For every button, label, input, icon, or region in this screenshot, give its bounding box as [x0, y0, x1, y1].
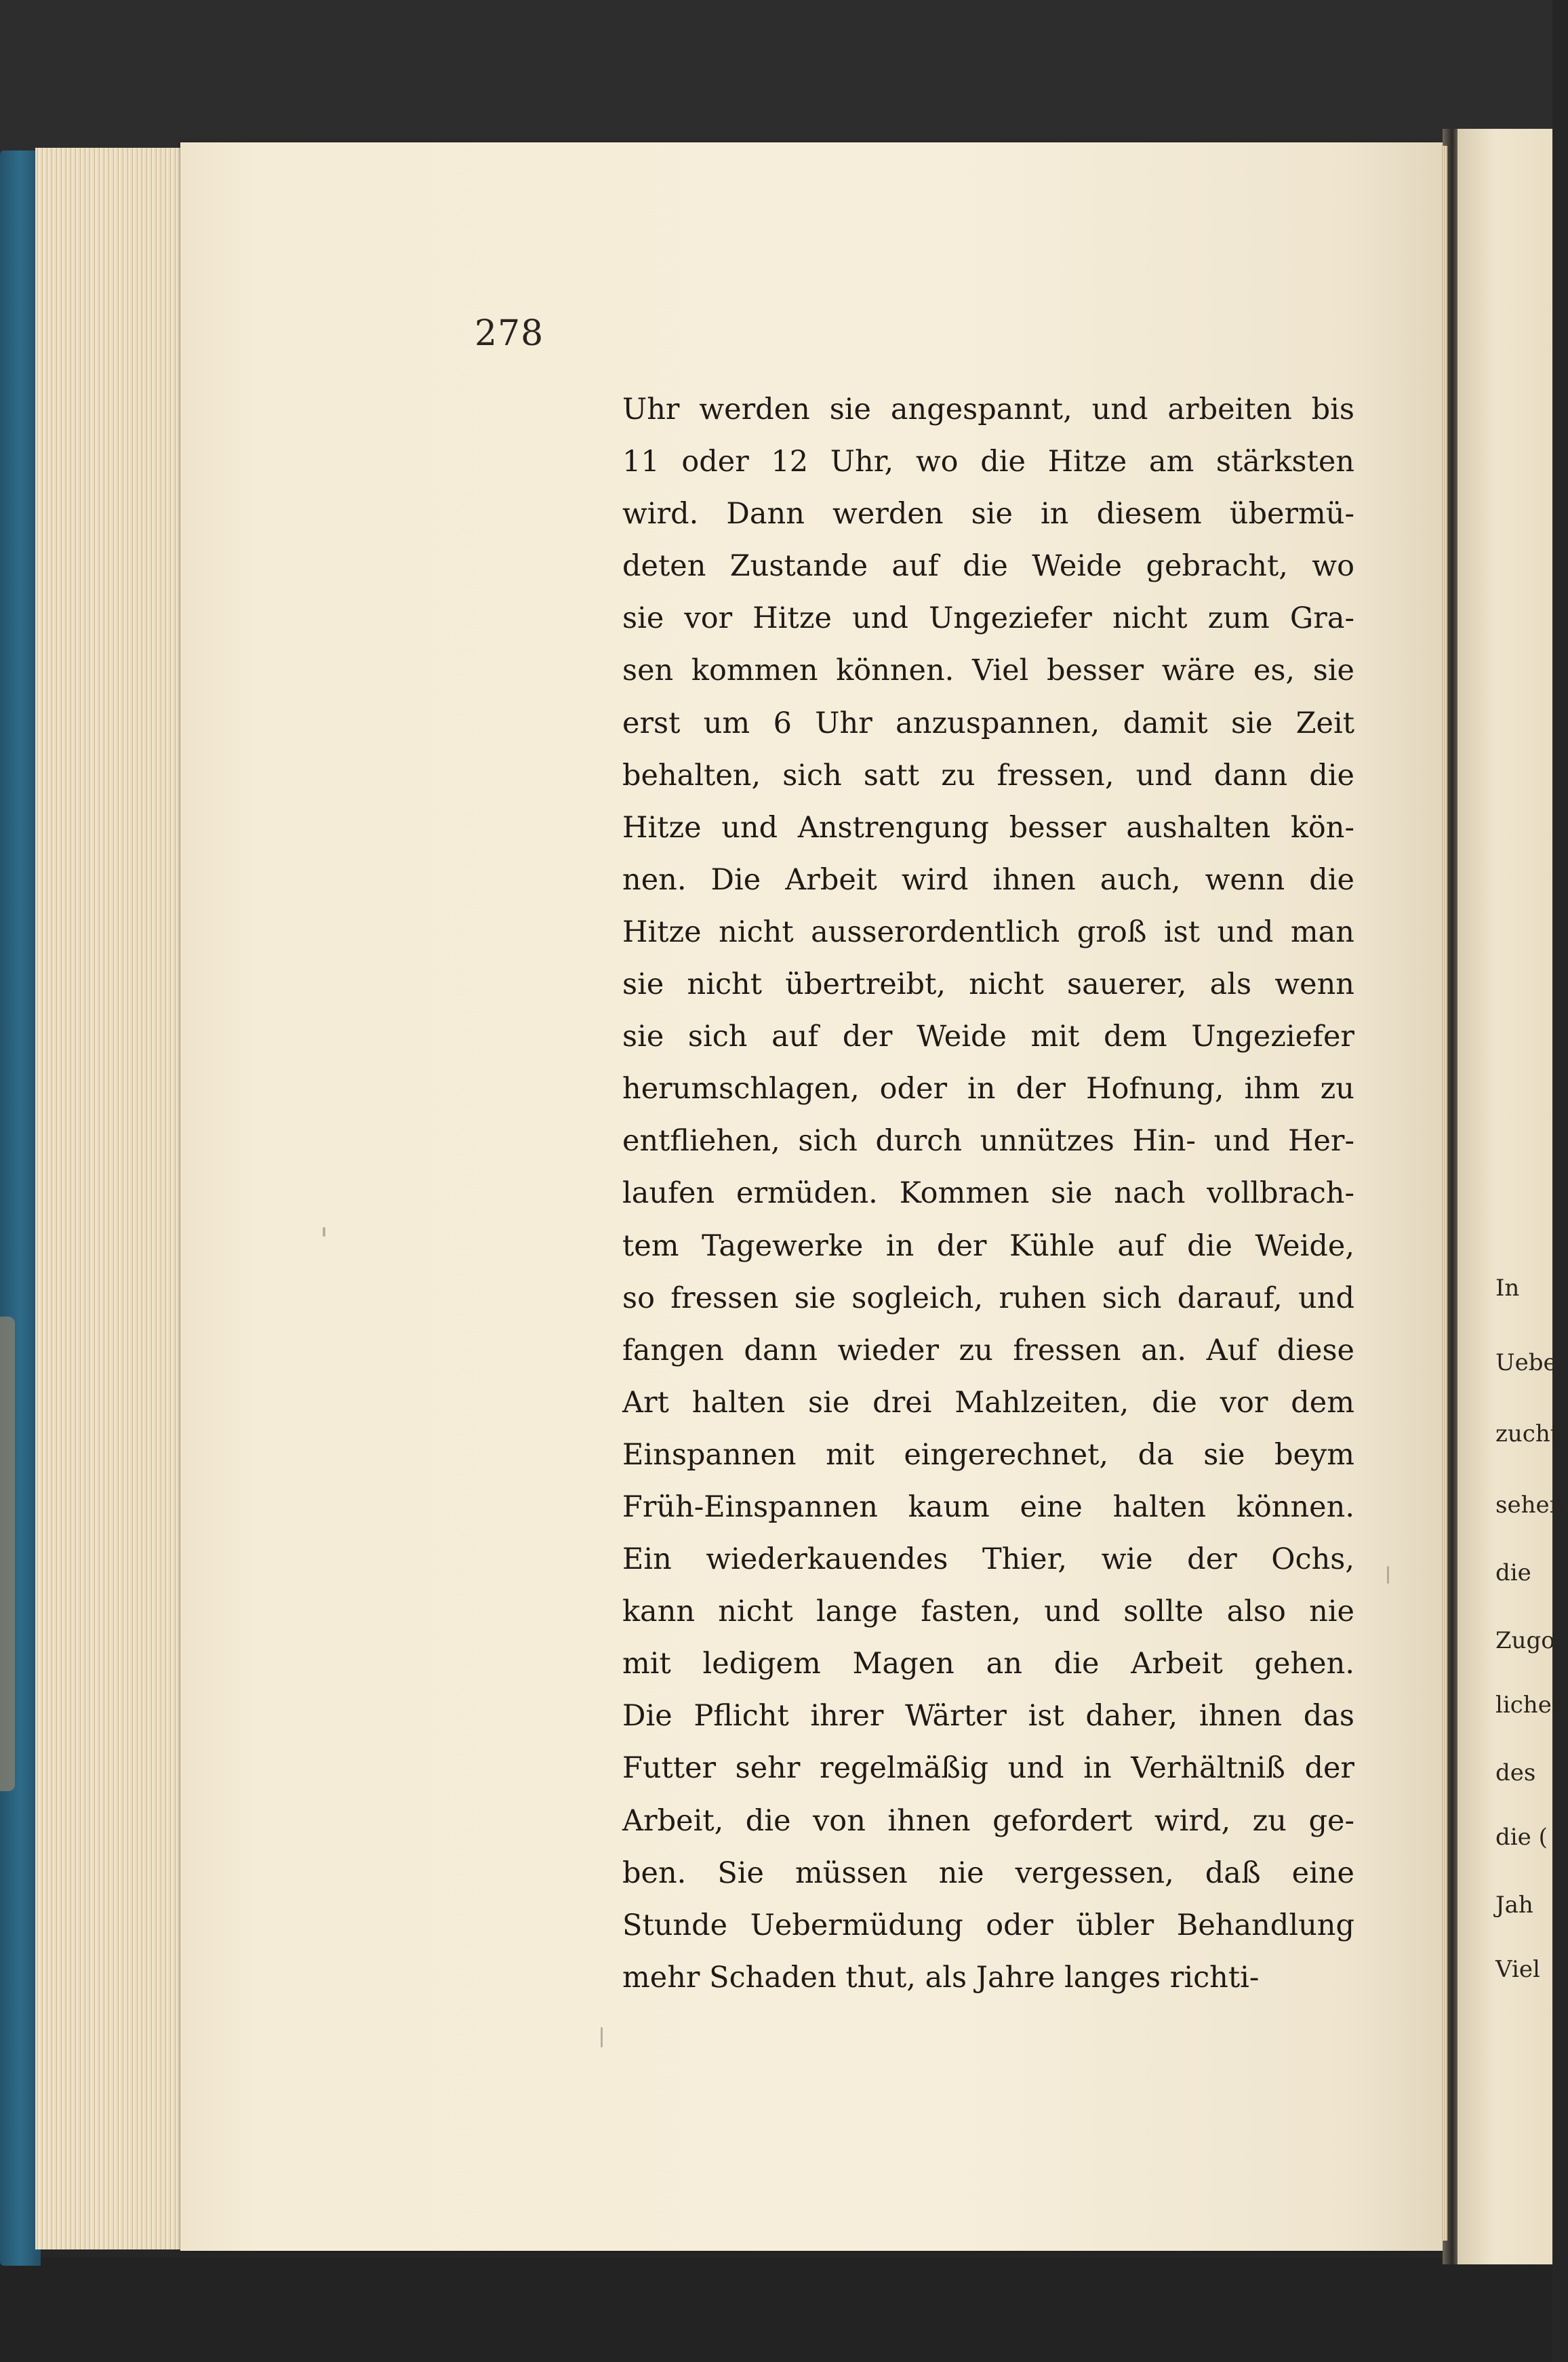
text-line: Einspannen mit eingerechnet, da sie beym: [622, 1437, 1354, 1472]
text-line: Die Pflicht ihrer Wärter ist daher, ihnen das: [622, 1699, 1354, 1734]
text-line: Uhr werden sie angespannt, und arbeiten bis: [622, 393, 1354, 426]
text-line: sen kommen können. Viel besser wäre es, sie: [622, 654, 1354, 688]
text-line: Hitze und Anstrengung besser aushalten kön-: [622, 810, 1354, 845]
text-line: entfliehen, sich durch unnützes Hin- und Her-: [622, 1124, 1354, 1159]
text-line: sie nicht übertreibt, nicht sauerer, als wenn: [622, 967, 1354, 1002]
text-line: sie sich auf der Weide mit dem Ungeziefer: [622, 1020, 1354, 1054]
text-line: herumschlagen, oder in der Hofnung, ihm zu: [622, 1072, 1354, 1106]
facing-page-fragment: Ueber: [1495, 1349, 1568, 1376]
text-line: nen. Die Arbeit wird ihnen auch, wenn die: [622, 862, 1354, 897]
facing-page-edge: [1441, 146, 1447, 2241]
facing-page-fragment: licher: [1495, 1692, 1563, 1719]
text-line: Art halten sie drei Mahlzeiten, die vor dem: [622, 1385, 1354, 1420]
paper-speck: [1387, 1566, 1389, 1584]
text-line: mit ledigem Magen an die Arbeit gehen.: [622, 1647, 1354, 1681]
text-line: fangen dann wieder zu fressen an. Auf diese: [622, 1333, 1354, 1367]
text-line: kann nicht lange fasten, und sollte also nie: [622, 1595, 1354, 1629]
text-line: Hitze nicht ausserordentlich groß ist und man: [622, 915, 1354, 949]
text-line: Arbeit, die von ihnen gefordert wird, zu ge-: [622, 1803, 1354, 1838]
page-edges-stack: [35, 148, 184, 2249]
text-line: sie vor Hitze und Ungeziefer nicht zum Gra-: [622, 601, 1354, 636]
text-line: ben. Sie müssen nie vergessen, daß eine: [622, 1856, 1354, 1890]
text-line: laufen ermüden. Kommen sie nach vollbrach-: [622, 1176, 1354, 1211]
text-line: erst um 6 Uhr anzuspannen, damit sie Zeit: [622, 706, 1354, 740]
facing-page-fragment: die (: [1495, 1824, 1548, 1851]
facing-page-fragment: Jah: [1495, 1891, 1533, 1919]
text-line: tem Tagewerke in der Kühle auf die Weide,: [622, 1228, 1354, 1263]
page-number: 278: [475, 313, 544, 354]
paper-speck: [323, 1227, 325, 1237]
scanner-backdrop-bottom: [0, 2258, 1552, 2362]
facing-page-fragment: Viel: [1495, 1956, 1540, 1983]
book-cover-left: [0, 151, 41, 2266]
scanner-backdrop-top: [0, 0, 1552, 153]
text-line: Futter sehr regelmäßig und in Verhältniß der: [622, 1751, 1354, 1786]
facing-page-fragment: zucht: [1495, 1420, 1560, 1447]
text-line: wird. Dann werden sie in diesem übermü-: [622, 497, 1354, 532]
text-line: behalten, sich satt zu fressen, und dann die: [622, 758, 1354, 793]
text-line: Stunde Uebermüdung oder übler Behandlung: [622, 1908, 1354, 1942]
facing-page: [1458, 129, 1568, 2264]
text-line: Früh-Einspannen kaum eine halten können.: [622, 1489, 1354, 1524]
text-line: 11 oder 12 Uhr, wo die Hitze am stärksten: [622, 445, 1354, 479]
facing-page-fragment: sehen: [1495, 1492, 1565, 1519]
text-line: deten Zustande auf die Weide gebracht, wo: [622, 549, 1354, 584]
text-line: Ein wiederkauendes Thier, wie der Ochs,: [622, 1542, 1354, 1577]
text-line: mehr Schaden thut, als Jahre langes richti-: [622, 1960, 1260, 1995]
cover-wear-mark: [0, 1317, 15, 1791]
facing-page-fragment: Zugo: [1495, 1627, 1555, 1654]
body-text: [622, 384, 1354, 2004]
facing-page-fragment: In: [1495, 1275, 1520, 1302]
text-line: so fressen sie sogleich, ruhen sich darauf, und: [622, 1281, 1354, 1315]
paper-speck: [601, 2027, 603, 2047]
facing-page-fragment: des: [1495, 1759, 1536, 1786]
facing-page-fragment: die: [1495, 1559, 1531, 1586]
